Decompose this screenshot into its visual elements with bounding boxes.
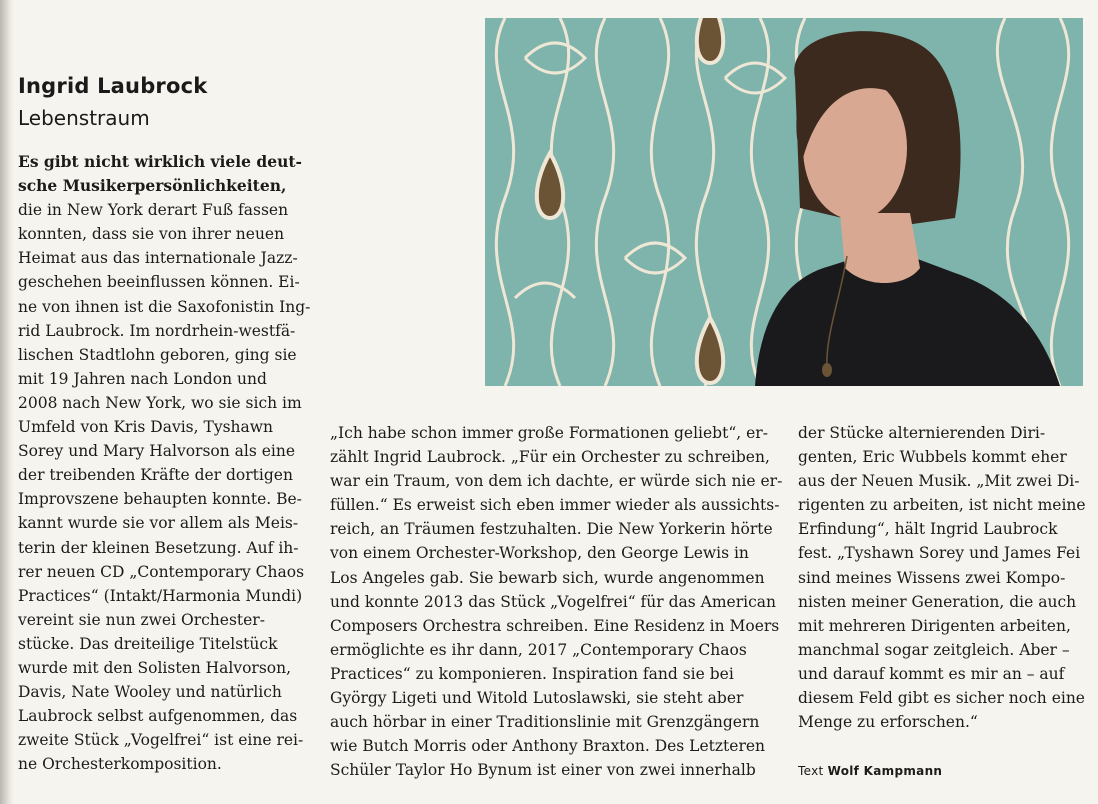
body-line: rer neuen CD „Contemporary Chaos: [18, 562, 305, 581]
body-line: Davis, Nate Wooley und natürlich: [18, 683, 282, 702]
body-line: genten, Eric Wubbels kommt eher: [798, 448, 1067, 467]
body-line: geschehen beeinflussen können. Ei-: [18, 273, 300, 292]
article-column-1: [18, 150, 310, 776]
body-line: Improvszene behaupten konnte. Be-: [18, 490, 302, 509]
body-line: der treibenden Kräfte der dortigen: [18, 466, 293, 485]
body-line: manchmal sogar zeitgleich. Aber –: [798, 640, 1070, 659]
portrait-illustration: [485, 18, 1083, 386]
body-line: wie Butch Morris oder Anthony Braxton. Des Letzteren: [330, 737, 766, 756]
body-line: war ein Traum, von dem ich dachte, er würde sich nie er-: [330, 472, 783, 491]
portrait-photo: [485, 18, 1083, 386]
body-line: „Ich habe schon immer große Formationen geliebt“, er-: [330, 424, 768, 442]
article-column-3: [798, 421, 1088, 734]
body-line: rigenten zu arbeiten, ist nicht meine: [798, 496, 1086, 515]
credit-label: Text: [798, 764, 824, 778]
body-line: Practices“ zu komponieren. Inspiration fand sie bei: [330, 664, 734, 683]
body-line: aus der Neuen Musik. „Mit zwei Di-: [798, 472, 1080, 491]
body-line: kannt wurde sie vor allem als Meis-: [18, 514, 299, 533]
article-title: Ingrid Laubrock: [18, 74, 208, 98]
body-line: und darauf kommt es mir an – auf: [798, 664, 1065, 683]
lead-line: sche Musikerpersönlichkeiten,: [18, 176, 287, 196]
body-line: sind meines Wissens zwei Kompo-: [798, 568, 1066, 587]
body-line: diesem Feld gibt es sicher noch eine: [798, 689, 1085, 708]
body-line: terin der kleinen Besetzung. Auf ih-: [18, 538, 299, 557]
body-line: Composers Orchestra schreiben. Eine Residenz in Moers: [330, 616, 780, 635]
body-line: nisten meiner Generation, die auch: [798, 592, 1077, 611]
body-line: Laubrock selbst aufgenommen, das: [18, 707, 298, 726]
body-line: und konnte 2013 das Stück „Vogelfrei“ für das American: [330, 592, 776, 611]
page-gutter-shadow: [0, 0, 14, 804]
body-line: Erfindung“, hält Ingrid Laubrock: [798, 520, 1058, 539]
article-column-2: [330, 421, 783, 782]
body-line: Umfeld von Kris Davis, Tyshawn: [18, 418, 274, 437]
author-credit: [798, 764, 942, 778]
body-line: zweite Stück „Vogelfrei“ ist eine rei-: [18, 731, 304, 750]
article-subtitle: Lebenstraum: [18, 106, 150, 130]
body-line: konnten, dass sie von ihrer neuen: [18, 225, 285, 244]
body-line: Sorey und Mary Halvorson als eine: [18, 442, 296, 461]
body-line: die in New York derart Fuß fassen: [18, 201, 289, 220]
body-line: ne von ihnen ist die Saxofonistin Ing-: [18, 297, 311, 316]
body-line: füllen.“ Es erweist sich eben immer wieder als aussichts-: [330, 496, 780, 515]
body-line: ermöglichte es ihr dann, 2017 „Contemporary Chaos: [330, 640, 747, 659]
body-line: fest. „Tyshawn Sorey und James Fei: [798, 544, 1081, 563]
body-line: mit 19 Jahren nach London und: [18, 369, 267, 388]
body-line: György Ligeti und Witold Lutoslawski, sie steht aber: [330, 689, 744, 708]
lead-line: Es gibt nicht wirklich viele deut-: [18, 152, 302, 171]
body-line: von einem Orchester-Workshop, den George Lewis in: [330, 544, 749, 563]
body-line: Practices“ (Intakt/Harmonia Mundi): [18, 586, 303, 605]
body-line: 2008 nach New York, wo sie sich im: [18, 393, 302, 412]
body-line: rid Laubrock. Im nordrhein-westfä-: [18, 321, 296, 340]
body-line: wurde mit den Solisten Halvorson,: [18, 658, 292, 677]
body-line: Menge zu erforschen.“: [798, 713, 978, 732]
body-line: Heimat aus das internationale Jazz-: [18, 249, 298, 268]
body-line: stücke. Das dreiteilige Titelstück: [18, 634, 278, 653]
credit-author: Wolf Kampmann: [827, 764, 943, 778]
body-line: Schüler Taylor Ho Bynum ist einer von zwei innerhalb: [330, 761, 756, 780]
body-line: auch hörbar in einer Traditionslinie mit Grenzgängern: [330, 713, 760, 732]
body-line: vereint sie nun zwei Orchester-: [18, 610, 265, 629]
body-line: reich, an Träumen festzuhalten. Die New Yorkerin hörte: [330, 520, 773, 539]
body-line: lischen Stadtlohn geboren, ging sie: [18, 345, 297, 364]
body-line: der Stücke alternierenden Diri-: [798, 424, 1046, 442]
body-line: ne Orchesterkomposition.: [18, 755, 222, 774]
body-line: zählt Ingrid Laubrock. „Für ein Orchester zu schreiben,: [330, 448, 770, 467]
body-line: mit mehreren Dirigenten arbeiten,: [798, 616, 1071, 635]
body-line: Los Angeles gab. Sie bewarb sich, wurde angenommen: [330, 568, 765, 587]
